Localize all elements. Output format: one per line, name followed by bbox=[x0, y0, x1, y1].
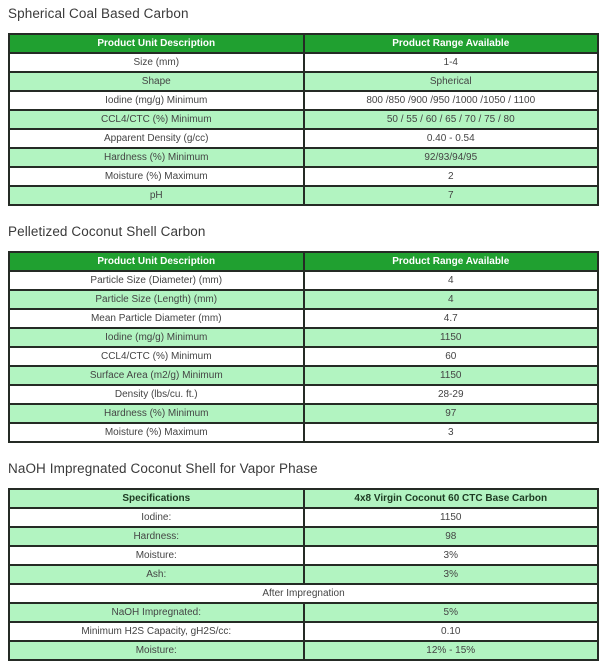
cell-value: Spherical bbox=[304, 72, 599, 91]
header-cell-product-unit-description: Product Unit Description bbox=[9, 252, 304, 271]
cell-label: Size (mm) bbox=[9, 53, 304, 72]
table-header-row bbox=[9, 34, 598, 53]
table-row bbox=[9, 385, 598, 404]
cell-value: 4 bbox=[304, 290, 599, 309]
cell-value: 3% bbox=[304, 546, 599, 565]
cell-value: 3% bbox=[304, 565, 599, 584]
cell-label: Apparent Density (g/cc) bbox=[9, 129, 304, 148]
table-row bbox=[9, 167, 598, 186]
cell-label: Iodine: bbox=[9, 508, 304, 527]
cell-label: Minimum H2S Capacity, gH2S/cc: bbox=[9, 622, 304, 641]
cell-value: 0.10 bbox=[304, 622, 599, 641]
cell-label: Moisture (%) Maximum bbox=[9, 423, 304, 442]
cell-value: 98 bbox=[304, 527, 599, 546]
cell-value: 0.40 - 0.54 bbox=[304, 129, 599, 148]
cell-value: 12% - 15% bbox=[304, 641, 599, 660]
section-title: NaOH Impregnated Coconut Shell for Vapor Phase bbox=[8, 461, 318, 476]
cell-label: Hardness (%) Minimum bbox=[9, 404, 304, 423]
table-row bbox=[9, 565, 598, 584]
section-title: Spherical Coal Based Carbon bbox=[8, 6, 189, 21]
cell-label: Particle Size (Length) (mm) bbox=[9, 290, 304, 309]
cell-value: 92/93/94/95 bbox=[304, 148, 599, 167]
table-row bbox=[9, 53, 598, 72]
cell-value: 50 / 55 / 60 / 65 / 70 / 75 / 80 bbox=[304, 110, 599, 129]
header-cell-product-range-available: Product Range Available bbox=[304, 34, 599, 53]
cell-label: Density (lbs/cu. ft.) bbox=[9, 385, 304, 404]
cell-value: 7 bbox=[304, 186, 599, 205]
cell-label: NaOH Impregnated: bbox=[9, 603, 304, 622]
cell-value: 1150 bbox=[304, 366, 599, 385]
table-row bbox=[9, 546, 598, 565]
cell-label: Iodine (mg/g) Minimum bbox=[9, 91, 304, 110]
spec-table-spherical-coal bbox=[8, 33, 599, 206]
table-row bbox=[9, 347, 598, 366]
section-naoh-impregnated-coconut-shell bbox=[8, 461, 599, 661]
cell-label: pH bbox=[9, 186, 304, 205]
cell-label: Ash: bbox=[9, 565, 304, 584]
table-header-row bbox=[9, 252, 598, 271]
header-cell-product-range-available: Product Range Available bbox=[304, 252, 599, 271]
table-row bbox=[9, 186, 598, 205]
header-cell-base-carbon: 4x8 Virgin Coconut 60 CTC Base Carbon bbox=[304, 489, 599, 508]
cell-value: 1-4 bbox=[304, 53, 599, 72]
table-row bbox=[9, 290, 598, 309]
table-row bbox=[9, 527, 598, 546]
spec-table-pelletized-coconut bbox=[8, 251, 599, 443]
table-row bbox=[9, 423, 598, 442]
table-row bbox=[9, 91, 598, 110]
cell-label: Moisture: bbox=[9, 546, 304, 565]
cell-label: Particle Size (Diameter) (mm) bbox=[9, 271, 304, 290]
cell-label: CCL4/CTC (%) Minimum bbox=[9, 347, 304, 366]
cell-value: 3 bbox=[304, 423, 599, 442]
cell-label: Hardness (%) Minimum bbox=[9, 148, 304, 167]
table-row bbox=[9, 508, 598, 527]
spec-table-naoh-impregnated bbox=[8, 488, 599, 661]
span-row-label: After Impregnation bbox=[9, 584, 598, 603]
cell-value: 4.7 bbox=[304, 309, 599, 328]
table-row bbox=[9, 129, 598, 148]
table-row bbox=[9, 603, 598, 622]
table-row bbox=[9, 622, 598, 641]
cell-value: 1150 bbox=[304, 328, 599, 347]
table-row bbox=[9, 110, 598, 129]
section-pelletized-coconut-shell-carbon bbox=[8, 224, 599, 443]
table-row bbox=[9, 72, 598, 91]
cell-label: Iodine (mg/g) Minimum bbox=[9, 328, 304, 347]
cell-value: 28-29 bbox=[304, 385, 599, 404]
cell-value: 97 bbox=[304, 404, 599, 423]
header-cell-specifications: Specifications bbox=[9, 489, 304, 508]
cell-label: Hardness: bbox=[9, 527, 304, 546]
cell-value: 4 bbox=[304, 271, 599, 290]
cell-label: Shape bbox=[9, 72, 304, 91]
table-row bbox=[9, 148, 598, 167]
cell-label: Surface Area (m2/g) Minimum bbox=[9, 366, 304, 385]
table-row bbox=[9, 328, 598, 347]
section-title: Pelletized Coconut Shell Carbon bbox=[8, 224, 206, 239]
section-spherical-coal-based-carbon bbox=[8, 6, 599, 206]
table-row bbox=[9, 271, 598, 290]
table-row bbox=[9, 641, 598, 660]
cell-value: 60 bbox=[304, 347, 599, 366]
cell-value: 800 /850 /900 /950 /1000 /1050 / 1100 bbox=[304, 91, 599, 110]
cell-value: 5% bbox=[304, 603, 599, 622]
table-row bbox=[9, 404, 598, 423]
cell-label: Moisture: bbox=[9, 641, 304, 660]
table-row bbox=[9, 309, 598, 328]
header-cell-product-unit-description: Product Unit Description bbox=[9, 34, 304, 53]
table-header-row bbox=[9, 489, 598, 508]
cell-value: 2 bbox=[304, 167, 599, 186]
table-row bbox=[9, 366, 598, 385]
cell-label: Moisture (%) Maximum bbox=[9, 167, 304, 186]
table-span-row bbox=[9, 584, 598, 603]
cell-label: Mean Particle Diameter (mm) bbox=[9, 309, 304, 328]
cell-label: CCL4/CTC (%) Minimum bbox=[9, 110, 304, 129]
cell-value: 1150 bbox=[304, 508, 599, 527]
